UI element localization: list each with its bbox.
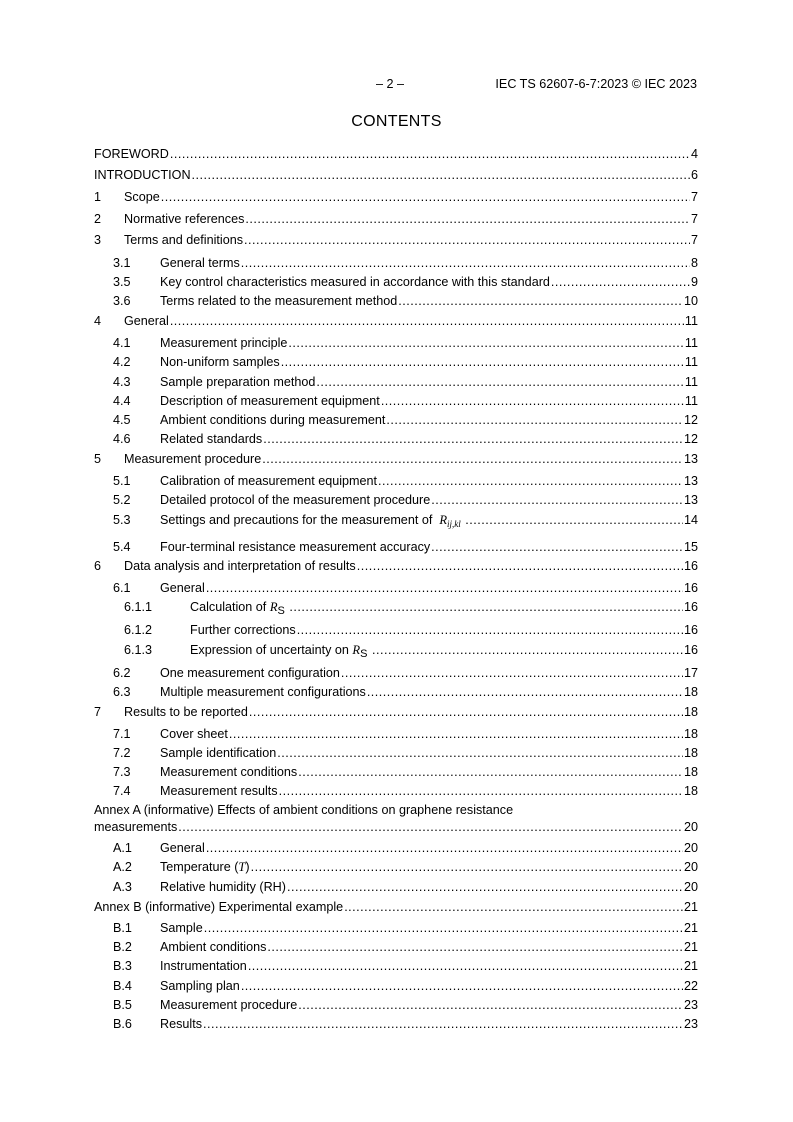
toc-entry-label: Results [160, 1017, 202, 1031]
toc-page-number: 20 [683, 860, 698, 874]
leader-dots [263, 431, 683, 447]
toc-page-number: 22 [683, 979, 698, 993]
toc-entry-label-end: ) [245, 860, 250, 874]
toc-entry-label: Annex A (informative) Effects of ambient conditions on graphene resistance [94, 803, 514, 817]
toc-section-number: 5.2 [113, 493, 131, 507]
toc-entry-a-3[interactable] [94, 879, 698, 895]
toc-section-number: 4.3 [113, 375, 131, 389]
toc-entry-7-2[interactable] [94, 745, 698, 761]
toc-entry-4[interactable] [94, 313, 698, 329]
toc-page-number: 18 [683, 727, 698, 741]
toc-entry-label: Ambient conditions during measurement [160, 413, 386, 427]
toc-entry-label: Settings and precautions for the measurement of [160, 513, 433, 527]
toc-page-number: 18 [683, 685, 698, 699]
toc-entry-label: Scope [124, 190, 160, 204]
toc-entry-label: Instrumentation [160, 959, 247, 973]
toc-entry-label: Sample preparation method [160, 375, 316, 389]
toc-entry-6-2[interactable] [94, 665, 698, 681]
leader-dots [248, 958, 683, 974]
leader-dots [288, 335, 684, 351]
toc-entry-label: Sample identification [160, 746, 277, 760]
toc-entry-4-6[interactable] [94, 431, 698, 447]
leader-dots [287, 879, 683, 895]
toc-entry-6-1-3[interactable] [94, 642, 698, 658]
toc-section-number: 6.2 [113, 666, 131, 680]
toc-entry-label: Related standards [160, 432, 263, 446]
toc-entry-2[interactable] [94, 211, 698, 227]
toc-page-number: 8 [690, 256, 698, 270]
toc-page-number: 18 [683, 746, 698, 760]
toc-page-number: 20 [683, 820, 698, 834]
leader-dots [229, 726, 683, 742]
toc-page-number: 20 [683, 880, 698, 894]
toc-entry-b-4[interactable] [94, 978, 698, 994]
toc-entry-b-3[interactable] [94, 958, 698, 974]
toc-section-number: B.1 [113, 921, 132, 935]
toc-entry-label: Four-terminal resistance measurement accuracy [160, 540, 431, 554]
toc-entry-label: Detailed protocol of the measurement procedure [160, 493, 431, 507]
leader-dots [262, 451, 683, 467]
toc-entry-6[interactable] [94, 558, 698, 574]
toc-page-number: 13 [683, 474, 698, 488]
toc-entry-a-1[interactable] [94, 840, 698, 856]
toc-section-number: 3.1 [113, 256, 131, 270]
leader-dots [241, 978, 683, 994]
toc-section-number: 6.1.2 [124, 623, 153, 637]
toc-section-number: 3.6 [113, 294, 131, 308]
toc-section-number: 6.1 [113, 581, 131, 595]
resistance-symbol: R [352, 643, 361, 657]
toc-section-number: B.2 [113, 940, 132, 954]
temperature-symbol: T [238, 860, 246, 874]
toc-entry-introduction[interactable] [94, 167, 698, 183]
toc-page-number: 12 [683, 432, 698, 446]
leader-dots [281, 354, 684, 370]
toc-entry-label: General terms [160, 256, 240, 270]
toc-page-number: 12 [683, 413, 698, 427]
toc-entry-foreword[interactable] [94, 146, 698, 162]
toc-page-number: 6 [690, 168, 698, 182]
toc-entry-3-6[interactable] [94, 293, 698, 309]
toc-entry-6-1-2[interactable] [94, 622, 698, 638]
toc-entry-label: Measurement conditions [160, 765, 298, 779]
leader-dots [244, 232, 690, 248]
toc-page-number: 16 [683, 643, 698, 657]
toc-page-number: 23 [683, 1017, 698, 1031]
toc-entry-label: Ambient conditions [160, 940, 267, 954]
leader-dots [367, 684, 683, 700]
toc-entry-label: Measurement procedure [124, 452, 262, 466]
leader-dots [161, 189, 690, 205]
toc-entry-label: General [124, 314, 169, 328]
toc-entry-label: measurements [94, 820, 178, 834]
page-number: – 2 – [376, 77, 405, 91]
toc-page-number: 14 [683, 513, 698, 527]
resistance-symbol: R [269, 600, 278, 614]
toc-page-number: 16 [683, 623, 698, 637]
leader-dots [297, 622, 683, 638]
toc-entry-label: Relative humidity (RH) [160, 880, 286, 894]
toc-section-number: A.2 [113, 860, 132, 874]
toc-entry-label: General [160, 841, 205, 855]
toc-entry-label: Expression of uncertainty on [190, 643, 349, 657]
toc-entry-7-4[interactable] [94, 783, 698, 799]
leader-dots [398, 293, 683, 309]
toc-section-number: 5.1 [113, 474, 131, 488]
leader-dots [344, 899, 683, 915]
toc-page-number: 11 [684, 314, 698, 328]
toc-page-number: 18 [683, 784, 698, 798]
toc-section-number: 7.1 [113, 727, 131, 741]
toc-entry-label: General [160, 581, 205, 595]
toc-page-number: 11 [684, 394, 698, 408]
toc-section-number: B.3 [113, 959, 132, 973]
toc-entry-label: Further corrections [190, 623, 296, 637]
leader-dots [249, 704, 683, 720]
toc-entry-annex-a[interactable] [94, 819, 698, 835]
toc-section-number: 4.2 [113, 355, 131, 369]
toc-page-number: 7 [690, 190, 698, 204]
toc-page-number: 21 [683, 940, 698, 954]
toc-entry-6-1[interactable] [94, 580, 698, 596]
toc-entry-label: Non-uniform samples [160, 355, 280, 369]
toc-page-number: 15 [683, 540, 698, 554]
leader-dots [241, 255, 690, 271]
toc-entry-label: Normative references [124, 212, 245, 226]
toc-entry-label: Description of measurement equipment [160, 394, 380, 408]
leader-dots [251, 859, 683, 875]
toc-entry-5-3[interactable] [94, 512, 698, 528]
toc-page-number: 16 [683, 581, 698, 595]
toc-page-number: 17 [683, 666, 698, 680]
leader-dots [341, 665, 683, 681]
contents-title: CONTENTS [351, 113, 442, 130]
leader-dots [551, 274, 690, 290]
leader-dots [431, 492, 683, 508]
toc-entry-4-2[interactable] [94, 354, 698, 370]
toc-entry-7[interactable] [94, 704, 698, 720]
toc-entry-label: Measurement procedure [160, 998, 298, 1012]
toc-entry-6-3[interactable] [94, 684, 698, 700]
toc-entry-label: Terms related to the measurement method [160, 294, 398, 308]
toc-entry-label: Sampling plan [160, 979, 240, 993]
toc-entry-3[interactable] [94, 232, 698, 248]
toc-entry-5-2[interactable] [94, 492, 698, 508]
toc-section-number: 4.1 [113, 336, 131, 350]
toc-section-number: 4.4 [113, 394, 131, 408]
leader-dots [386, 412, 683, 428]
toc-page-number: 16 [683, 559, 698, 573]
toc-entry-annex-b[interactable] [94, 899, 698, 915]
toc-section-number: 4.6 [113, 432, 131, 446]
toc-page-number: 20 [683, 841, 698, 855]
toc-section-number: A.3 [113, 880, 132, 894]
toc-section-number: 7 [94, 705, 102, 719]
toc-entry-label: One measurement configuration [160, 666, 340, 680]
toc-entry-label: Calculation of [190, 600, 267, 614]
toc-entry-label: Results to be reported [124, 705, 248, 719]
toc-page-number: 9 [690, 275, 698, 289]
toc-page-number: 13 [683, 452, 698, 466]
leader-dots [372, 642, 683, 658]
toc-page-number: 18 [683, 765, 698, 779]
toc-section-number: 1 [94, 190, 102, 204]
toc-entry-6-1-1[interactable] [94, 599, 698, 615]
toc-entry-5[interactable] [94, 451, 698, 467]
toc-section-number: 6.1.3 [124, 643, 153, 657]
toc-section-number: 4.5 [113, 413, 131, 427]
toc-page-number: 7 [690, 233, 698, 247]
leader-dots [178, 819, 683, 835]
toc-section-number: B.4 [113, 979, 132, 993]
resistance-symbol: R [439, 513, 448, 527]
toc-section-number: 7.2 [113, 746, 131, 760]
leader-dots [465, 512, 683, 528]
page-header [0, 77, 793, 93]
toc-entry-4-5[interactable] [94, 412, 698, 428]
leader-dots [279, 783, 683, 799]
document-identifier: IEC TS 62607-6-7:2023 © IEC 2023 [495, 77, 697, 91]
leader-dots [298, 997, 683, 1013]
resistance-subscript: ij,kl [447, 519, 461, 529]
toc-section-number: B.5 [113, 998, 132, 1012]
toc-entry-label: Terms and definitions [124, 233, 244, 247]
leader-dots [431, 539, 683, 555]
toc-entry-label: Key control characteristics measured in accordance with this standard [160, 275, 550, 289]
toc-page-number: 18 [683, 705, 698, 719]
toc-entry-4-4[interactable] [94, 393, 698, 409]
leader-dots [277, 745, 683, 761]
toc-page-number: 16 [683, 600, 698, 614]
toc-page-number: 13 [683, 493, 698, 507]
toc-entry-5-4[interactable] [94, 539, 698, 555]
toc-page-number: 4 [690, 147, 698, 161]
toc-page-number: 21 [683, 959, 698, 973]
toc-section-number: 5.4 [113, 540, 131, 554]
toc-entry-5-1[interactable] [94, 473, 698, 489]
toc-page-number: 10 [683, 294, 698, 308]
toc-entry-b-1[interactable] [94, 920, 698, 936]
toc-entry-label: INTRODUCTION [94, 168, 191, 182]
leader-dots [203, 1016, 683, 1032]
toc-page-number: 11 [684, 375, 698, 389]
toc-section-number: A.1 [113, 841, 132, 855]
toc-page-number: 11 [684, 336, 698, 350]
toc-entry-4-1[interactable] [94, 335, 698, 351]
leader-dots [378, 473, 683, 489]
toc-entry-a-2[interactable] [94, 859, 698, 875]
toc-section-number: 6 [94, 559, 102, 573]
toc-entry-b-2[interactable] [94, 939, 698, 955]
toc-page-number: 21 [683, 900, 698, 914]
toc-section-number: 3.5 [113, 275, 131, 289]
toc-entry-b-5[interactable] [94, 997, 698, 1013]
toc-section-number: 7.4 [113, 784, 131, 798]
toc-entry-7-1[interactable] [94, 726, 698, 742]
toc-entry-1[interactable] [94, 189, 698, 205]
leader-dots [289, 599, 683, 615]
toc-entry-3-5[interactable] [94, 274, 698, 290]
toc-entry-label: Measurement principle [160, 336, 288, 350]
resistance-subscript: S [277, 605, 285, 617]
toc-section-number: B.6 [113, 1017, 132, 1031]
toc-entry-annex-a-title[interactable] [94, 802, 698, 818]
toc-entry-label: Cover sheet [160, 727, 228, 741]
toc-page-number: 23 [683, 998, 698, 1012]
toc-entry-label: Data analysis and interpretation of results [124, 559, 356, 573]
toc-section-number: 6.3 [113, 685, 131, 699]
toc-section-number: 5 [94, 452, 102, 466]
toc-entry-label: Temperature ( [160, 860, 239, 874]
leader-dots [316, 374, 684, 390]
leader-dots [298, 764, 683, 780]
leader-dots [245, 211, 690, 227]
toc-section-number: 5.3 [113, 513, 131, 527]
toc-entry-label: FOREWORD [94, 147, 169, 161]
toc-entry-label: Annex B (informative) Experimental example [94, 900, 344, 914]
leader-dots [206, 580, 683, 596]
toc-section-number: 3 [94, 233, 102, 247]
leader-dots [170, 146, 690, 162]
leader-dots [357, 558, 683, 574]
leader-dots [204, 920, 683, 936]
toc-entry-3-1[interactable] [94, 255, 698, 271]
toc-section-number: 4 [94, 314, 102, 328]
toc-entry-4-3[interactable] [94, 374, 698, 390]
resistance-subscript: S [360, 648, 368, 660]
toc-entry-b-6[interactable] [94, 1016, 698, 1032]
leader-dots [381, 393, 684, 409]
toc-section-number: 2 [94, 212, 102, 226]
toc-entry-label: Sample [160, 921, 203, 935]
leader-dots [206, 840, 683, 856]
toc-entry-label: Multiple measurement configurations [160, 685, 366, 699]
toc-section-number: 7.3 [113, 765, 131, 779]
leader-dots [267, 939, 683, 955]
toc-entry-7-3[interactable] [94, 764, 698, 780]
leader-dots [192, 167, 690, 183]
toc-page-number: 7 [690, 212, 698, 226]
toc-page-number: 11 [684, 355, 698, 369]
toc-page-number: 21 [683, 921, 698, 935]
toc-section-number: 6.1.1 [124, 600, 153, 614]
toc-entry-label: Measurement results [160, 784, 278, 798]
leader-dots [170, 313, 684, 329]
toc-entry-label: Calibration of measurement equipment [160, 474, 378, 488]
